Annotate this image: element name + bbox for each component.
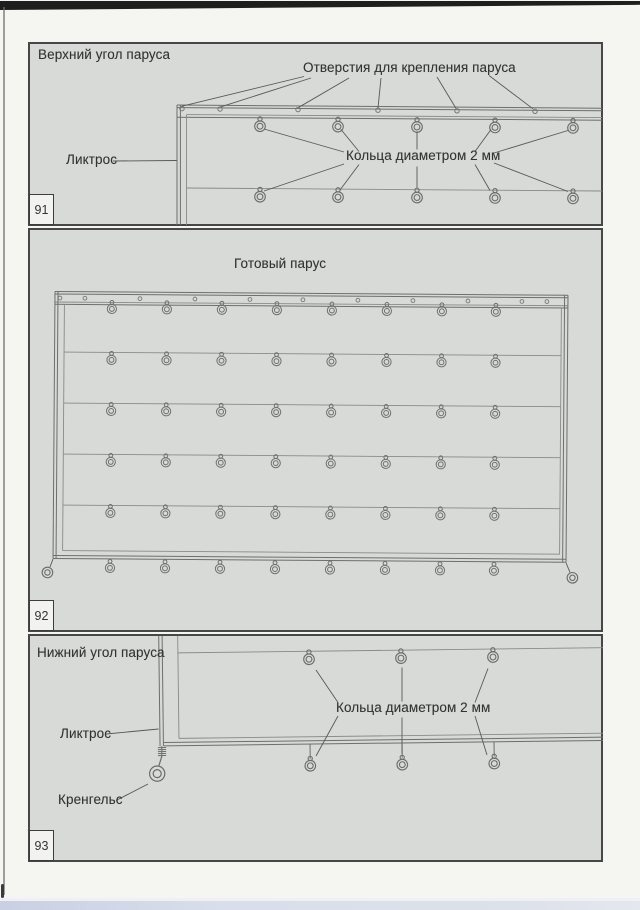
scan-edge-left-mark <box>1 884 4 898</box>
figure-93-frame <box>29 635 602 861</box>
sail-lower-corner-diagram <box>28 634 603 862</box>
figure-92-frame <box>29 229 602 631</box>
scan-edge-bottom-strip <box>0 901 640 910</box>
figure-92-panel <box>28 228 603 632</box>
figure-title: Готовый парус <box>234 256 327 271</box>
figure-91-panel <box>28 42 603 226</box>
scan-edge-top <box>0 1 640 10</box>
scan-edge-left <box>3 7 5 895</box>
callout-cringle-label: Кренгельс <box>58 792 123 807</box>
callout-boltrope-label: Ликтрос <box>66 152 118 167</box>
callout-rings-label: Кольца диаметром 2 мм <box>346 148 501 163</box>
leader-line-boltrope <box>113 161 177 162</box>
figure-number-badge: 92 <box>29 600 54 631</box>
callout-holes-label: Отверстия для крепления паруса <box>303 60 516 75</box>
figure-93-panel <box>28 634 603 862</box>
finished-sail-diagram <box>28 228 603 632</box>
callout-boltrope-label: Ликтрос <box>60 726 112 741</box>
figure-number-badge: 91 <box>29 194 54 225</box>
figure-title: Нижний угол паруса <box>37 645 165 660</box>
figure-title: Верхний угол паруса <box>38 47 171 62</box>
callout-rings-label: Кольца диаметром 2 мм <box>336 700 491 715</box>
figure-number-badge: 93 <box>29 830 54 861</box>
